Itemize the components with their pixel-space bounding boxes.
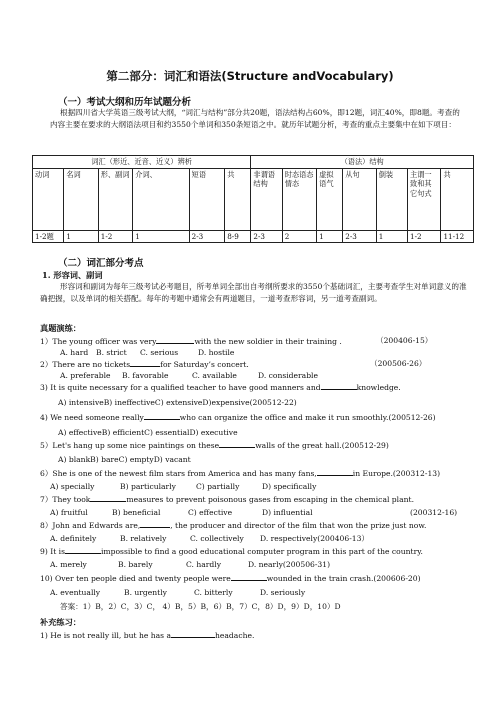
question-4: 4) We need someone really who can organize the office and make it run smoothly.(200512-26) [40,413,436,422]
topic-distribution-table [32,155,474,243]
option: B. favorable [122,371,169,380]
option: A. merely [50,560,87,569]
question-8: 8）John and Edwards are, , the producer and director of the film that won the prize just now. [40,521,427,530]
option: D. respectively(200406-13） [260,534,370,543]
option: B. urgently [124,588,167,597]
question-3: 3) It is quite necessary for a qualified teacher to have good manners and knowledge. [40,383,401,392]
option: B) particularly [120,482,176,491]
question-2-source: （200506-26） [370,359,427,368]
table-header-cell: 虚拟语气 [317,168,343,230]
subheading-adj-adv: 1. 形容词、副词 [42,270,103,280]
syllabus-paragraph: 根据四川省大学英语三级考试大纲，“词汇与结构”部分共20题，语法结构占60%，即12题，词汇40%，即8题。考查的内容主要在要求的大纲语法项目和约3550个单词和350条短语之中。就历年试题分析，考查的重点主要集中在如下项目： [50,108,460,129]
option: B. relatively [120,534,167,543]
question-5: 5）Let's hang up some nice paintings on these walls of the great hall.(200512-29) [40,441,389,450]
option: B. barely [118,560,153,569]
table-cell: 1-2 [408,230,441,243]
table-cell: 1-2题 [33,230,64,243]
question-6: 6）She is one of the newest film stars from America and has many fans, in Europe.(200312-13) [40,469,441,478]
question-2: 2）There are no tickets for Saturday’s concert. [40,360,249,369]
question-1: 1）The young officer was very with the new soldier in their training . [40,337,342,346]
question-7-source: (200312-16) [410,508,458,517]
table-row [33,230,474,243]
table-cell: 1-2 [98,230,132,243]
question-9: 9) It is impossible to find a good educational computer program in this part of the country. [40,547,423,556]
group-grammar: （语法）结构 [251,156,474,169]
question-5-options: A) blankB) bareC) emptyD) vacant [58,455,191,464]
table-header-cell: 时态语态情态 [282,168,316,230]
option: D. considerable [258,371,318,380]
option: A) fruitful [50,508,88,517]
option: D. hostile [198,348,235,357]
table-cell: 2 [282,230,316,243]
table-header-cell: 共 [441,168,474,230]
table-header-cell: 非谓语结构 [251,168,282,230]
option: C. serious [140,348,179,357]
table-header-cell: 倒装 [376,168,407,230]
option: C. bitterly [194,588,233,597]
option: C. hardly [186,560,221,569]
option: A. definitely [50,534,97,543]
table-header-cell: 形、副词 [98,168,132,230]
option: B) beneficial [112,508,161,517]
table-header-cell: 名词 [64,168,98,230]
table-cell: 2-3 [189,230,225,243]
option: B. strict [96,348,127,357]
table-cell: 2-3 [251,230,282,243]
page-title: 第二部分：词汇和语法(Structure andVocabulary) [106,69,394,83]
option: A. eventually [50,588,101,597]
option: D. nearly(200506-31) [248,560,331,569]
section-heading-syllabus: （一）考试大纲和历年试题分析 [58,97,192,108]
option: C. available [192,371,237,380]
table-cell: 1 [317,230,343,243]
option: C. collectively [190,534,244,543]
table-cell: 11-12 [441,230,474,243]
answer-key: 答案：1）B，2）C，3）C， 4）B，5）B，6）B，7）C，8）D，9）D，10）D [60,602,341,611]
supplement-heading: 补充练习： [40,617,81,627]
question-1-source: （200406-15） [376,336,433,345]
option: A. hard [60,348,89,357]
question-4-options: A) effectiveB) efficientC) essentialD) executive [58,428,238,437]
question-7: 7）They took measures to prevent poisonous gases from escaping in the chemical plant. [40,495,414,504]
table-header-cell: 短语 [189,168,225,230]
option: C) partially [196,482,240,491]
option: A) specially [50,482,95,491]
table-header-row [33,168,474,230]
question-10: 10) Over ten people died and twenty people were wounded in the train crash.(200606-20) [40,574,421,583]
table-cell: 8-9 [225,230,251,243]
section-heading-vocab: （二）词汇部分考点 [58,258,144,269]
table-header-cell: 从句 [343,168,376,230]
table-header-cell: 主谓一致和其它句式 [408,168,441,230]
vocab-paragraph: 形容词和副词为每年三级考试必考题目，所考单词全部出自考纲所要求的3550个基础词汇，主要考查学生对单词意义的准确把握，以及单词的相关搭配。每年的考题中通常会有两道题目，一道考查形容词，另一道考查副词。 [40,282,467,303]
table-header-cell: 共 [225,168,251,230]
option: C) effective [188,508,233,517]
option: D) specifically [262,482,317,491]
option: D. seriously [260,588,306,597]
table-header-cell: 介词、 [133,168,189,230]
option: A. preferable [60,371,111,380]
question-3-options: A) intensiveB) ineffectiveC) extensiveD)expensive(200512-22) [58,398,297,407]
group-vocabulary: 词汇（形近、近音、近义）辨析 [33,156,251,169]
practice-heading: 真题演练： [40,323,81,333]
option: D) influential [262,508,313,517]
table-cell: 1 [376,230,407,243]
supplement-question-1: 1) He is not really ill, but he has a headache. [40,631,255,640]
table-cell: 2-3 [343,230,376,243]
table-header-cell: 动词 [33,168,64,230]
table-cell: 1 [64,230,98,243]
table-group-row [33,156,474,169]
table-cell: 1 [133,230,189,243]
